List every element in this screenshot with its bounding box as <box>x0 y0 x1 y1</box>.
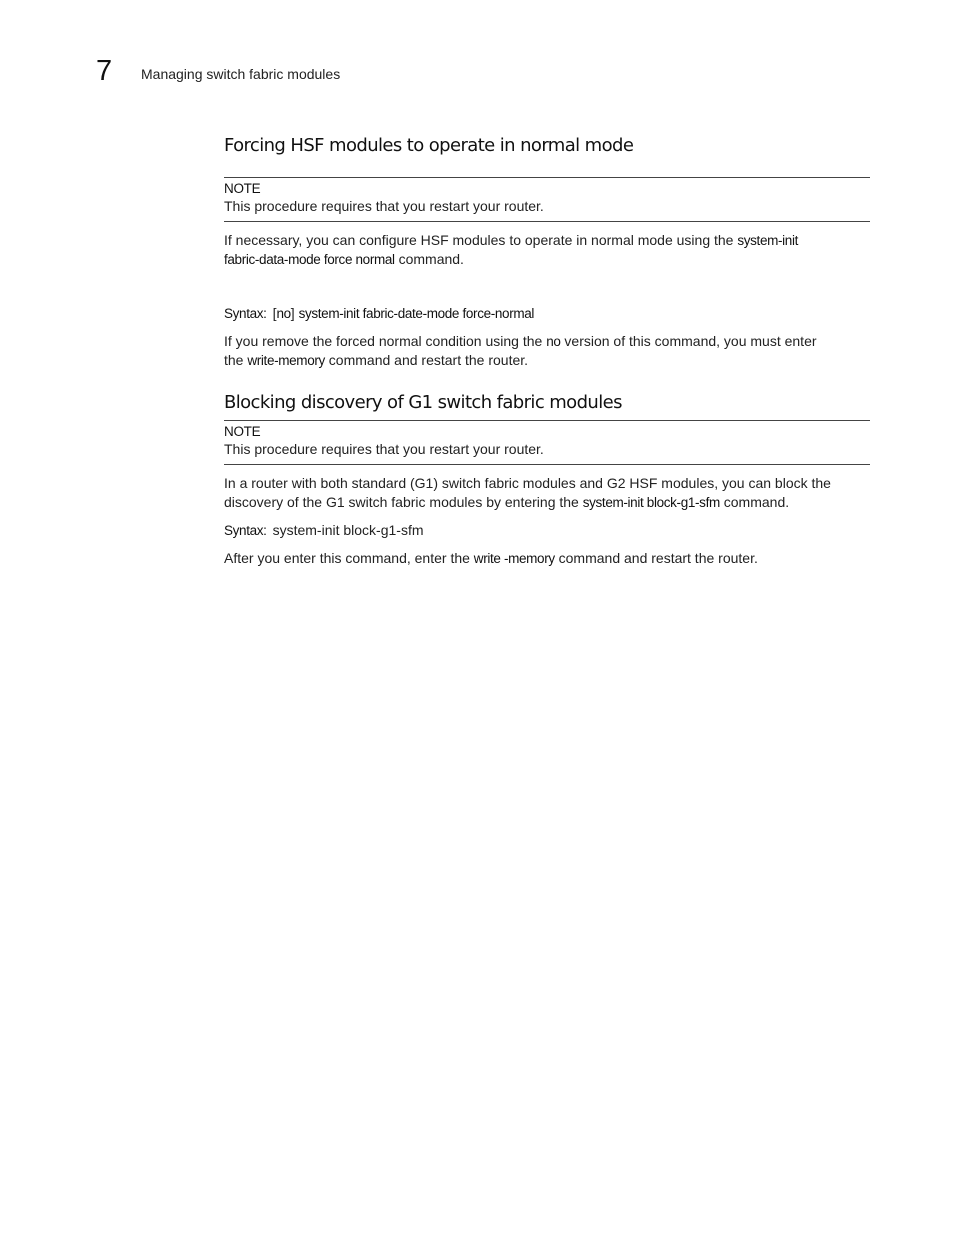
note-label: NOTE <box>224 181 261 196</box>
para-text: version of this command, you must enter <box>560 333 817 349</box>
paragraph-remove-forced-normal <box>224 332 870 370</box>
note-text: This procedure requires that you restart your router. <box>224 441 544 457</box>
para-text: If you remove the forced normal condition using the <box>224 333 547 349</box>
para-text: In a router with both standard (G1) switch fabric modules and G2 HSF modules, you can block the <box>224 475 831 491</box>
paragraph-write-memory <box>224 549 870 568</box>
syntax-command: system-init fabric-date-mode force-normal <box>298 306 535 321</box>
note-bottom-rule <box>224 221 870 222</box>
section-heading-blocking-g1: Blocking discovery of G1 switch fabric modules <box>224 392 622 413</box>
note-top-rule <box>224 420 870 421</box>
syntax-no-keyword: no <box>276 306 291 321</box>
note-text: This procedure requires that you restart your router. <box>224 198 544 214</box>
syntax-bracket: ] <box>290 305 295 321</box>
syntax-line-block-g1 <box>224 521 870 540</box>
para-text: command and restart the router. <box>324 352 529 368</box>
section-heading-forcing-hsf: Forcing HSF modules to operate in normal mode <box>224 135 634 156</box>
command-block-g1-sfm: system-init block-g1-sfm <box>582 495 720 510</box>
para-text: After you enter this command, enter the <box>224 550 474 566</box>
command-write-memory: write-memory <box>247 353 325 368</box>
para-text: command and restart the router. <box>554 550 758 566</box>
syntax-bracket: [ <box>272 305 277 321</box>
syntax-line-force-normal <box>224 304 870 323</box>
syntax-label: Syntax: <box>224 523 267 538</box>
para-text: discovery of the G1 switch fabric modules by entering the <box>224 494 583 510</box>
para-text: If necessary, you can configure HSF modules to operate in normal mode using the <box>224 232 738 248</box>
note-bottom-rule <box>224 464 870 465</box>
paragraph-block-discovery <box>224 474 870 512</box>
note-label: NOTE <box>224 424 261 439</box>
para-text: the <box>224 352 248 368</box>
running-header-title: Managing switch fabric modules <box>141 66 341 82</box>
para-text: command. <box>719 494 790 510</box>
para-text: command. <box>394 251 464 267</box>
paragraph-configure-normal-mode <box>224 231 870 269</box>
syntax-label: Syntax: <box>224 306 267 321</box>
command-no: no <box>546 334 561 349</box>
command-write-memory: write -memory <box>473 551 555 566</box>
command-system-init: system-init <box>737 233 799 248</box>
syntax-command: system-init block-g1-sfm <box>272 522 424 538</box>
note-top-rule <box>224 177 870 178</box>
command-fabric-data-mode: fabric-data-mode force normal <box>224 252 395 267</box>
chapter-number: 7 <box>96 55 113 87</box>
